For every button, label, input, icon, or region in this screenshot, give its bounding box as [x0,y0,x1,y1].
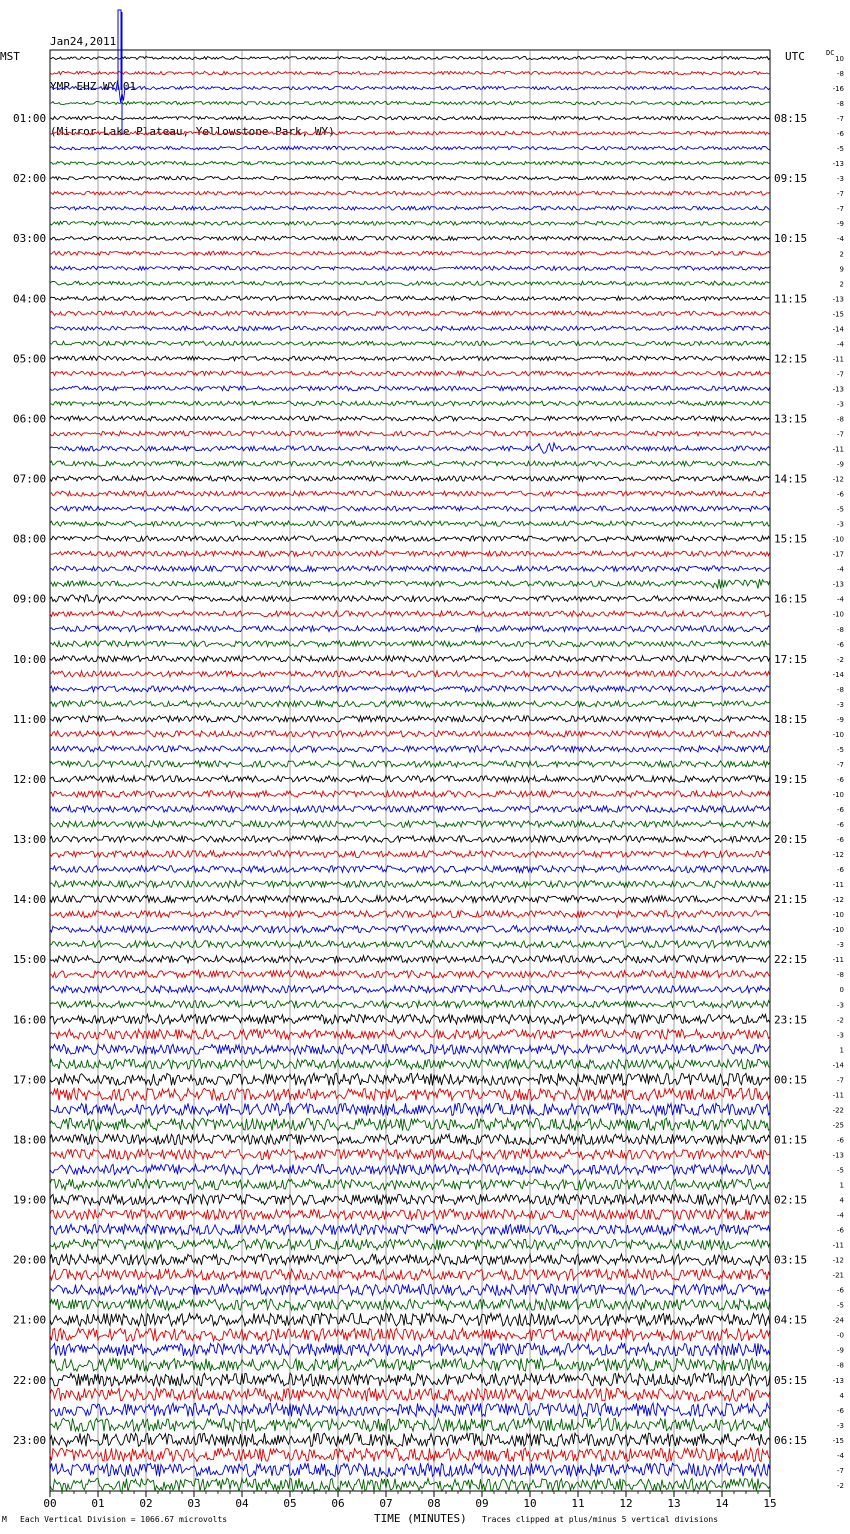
trace-line [50,443,770,453]
trace-line [50,266,770,270]
dc-column-label: DC [826,49,835,57]
trace-line [50,1433,770,1446]
trace-line [50,1418,770,1431]
mst-hour-label: 05:00 [13,352,47,366]
trace-line [50,71,770,74]
dc-offset-label: -8 [837,625,844,634]
dc-offset-label: -0 [837,1331,844,1340]
dc-offset-label: -13 [832,160,844,169]
dc-offset-label: -3 [837,1031,844,1040]
dc-offset-label: -6 [837,640,844,649]
trace-line [50,521,770,526]
mst-hour-label: 03:00 [13,232,47,246]
dc-offset-label: -6 [837,490,844,499]
x-tick-label: 15 [763,1497,777,1510]
trace-line [50,941,770,948]
dc-offset-label: -4 [837,565,844,574]
trace-line [50,566,770,571]
trace-line [50,1448,770,1461]
dc-offset-label: -6 [837,866,844,875]
dc-offset-label: -15 [832,1436,844,1445]
trace-line [50,161,770,165]
dc-offset-label: -24 [832,1316,844,1325]
dc-offset-label: -7 [837,1466,844,1475]
trace-line [50,1403,770,1416]
dc-offset-label: -5 [837,145,844,154]
dc-offset-label: -4 [837,1451,844,1460]
mst-hour-label: 19:00 [13,1193,47,1207]
trace-line [50,1088,770,1100]
trace-line [50,671,770,677]
utc-hour-label: 02:15 [774,1193,808,1207]
dc-offset-label: -3 [837,175,844,184]
trace-line [50,821,770,828]
trace-line [50,461,770,466]
dc-offset-label: -10 [832,610,844,619]
trace-line [50,1388,770,1401]
mst-hour-label: 22:00 [13,1373,47,1387]
trace-line [50,281,770,285]
dc-offset-label: -4 [837,235,844,244]
trace-line [50,1001,770,1008]
trace-line [50,731,770,737]
utc-hour-label: 17:15 [774,652,808,666]
dc-offset-label: -16 [832,85,844,94]
dc-offset-label: 0 [839,986,844,995]
mst-hour-label: 12:00 [13,772,47,786]
mst-hour-label: 08:00 [13,532,47,546]
trace-line [50,506,770,511]
dc-offset-label: -6 [837,1136,844,1145]
trace-line [50,1299,770,1310]
trace-line [50,536,770,541]
trace-line [50,1239,770,1250]
station-label: YMP EHZ WY 01 [50,80,137,93]
location-label: (Mirror Lake Plateau, Yellowstone Park, WY) [50,125,335,138]
dc-offset-label: 4 [839,1196,844,1205]
utc-hour-label: 15:15 [774,532,808,546]
utc-hour-label: 12:15 [774,352,808,366]
trace-line [50,806,770,813]
trace-line [50,611,770,617]
trace-line [50,1343,770,1356]
mst-hour-label: 06:00 [13,412,47,426]
dc-offset-label: -10 [832,790,844,799]
trace-line [50,326,770,330]
dc-offset-label: -10 [832,911,844,920]
trace-line [50,626,770,632]
trace-line [50,81,770,103]
trace-line [50,551,770,556]
dc-offset-label: -10 [832,535,844,544]
dc-offset-label: -3 [837,1421,844,1430]
trace-line [50,1044,770,1054]
trace-line [50,296,770,300]
dc-offset-label: -3 [837,700,844,709]
mst-hour-label: 17:00 [13,1073,47,1087]
utc-hour-label: 03:15 [774,1253,808,1267]
dc-offset-label: -13 [832,295,844,304]
mst-hour-label: 18:00 [13,1133,47,1147]
dc-offset-label: -15 [832,310,844,319]
trace-line [50,416,770,421]
mst-hour-label: 02:00 [13,172,47,186]
dc-offset-label: -3 [837,941,844,950]
x-tick-label: 05 [283,1497,297,1510]
trace-line [50,656,770,662]
utc-hour-label: 16:15 [774,592,808,606]
trace-line [50,971,770,978]
dc-offset-label: 2 [839,250,844,259]
trace-line [50,1149,770,1159]
trace-line [50,1103,770,1115]
date-label: Jan24,2011 [50,35,117,48]
trace-line [50,1358,770,1371]
dc-offset-label: -2 [837,1016,844,1025]
trace-line [50,221,770,225]
trace-line [50,926,770,933]
trace-line [50,881,770,888]
dc-offset-label: -6 [837,836,844,845]
trace-line [50,579,770,588]
trace-line [50,311,770,315]
utc-hour-label: 18:15 [774,712,808,726]
trace-line [50,131,770,135]
dc-offset-label: -4 [837,1211,844,1220]
trace-line [50,1313,770,1326]
trace-line [50,116,770,120]
mst-hour-label: 21:00 [13,1313,47,1327]
trace-line [50,1269,770,1280]
trace-line [50,1254,770,1265]
trace-line [50,371,770,376]
utc-hour-label: 23:15 [774,1013,808,1027]
x-tick-label: 04 [235,1497,249,1510]
trace-line [50,1209,770,1220]
mst-hour-label: 14:00 [13,893,47,907]
dc-offset-label: -7 [837,190,844,199]
dc-offset-label: -13 [832,1376,844,1385]
dc-offset-label: -13 [832,385,844,394]
dc-offset-label: -12 [832,475,844,484]
mst-hour-label: 23:00 [13,1433,47,1447]
utc-hour-label: 05:15 [774,1373,808,1387]
trace-line [50,1328,770,1341]
trace-line [50,1224,770,1235]
trace-line [50,251,770,255]
dc-offset-label: -14 [832,325,844,334]
x-tick-label: 00 [43,1497,57,1510]
trace-line [50,851,770,858]
mst-hour-label: 04:00 [13,292,47,306]
utc-hour-label: 14:15 [774,472,808,486]
trace-line [50,986,770,993]
trace-line [50,1463,770,1476]
dc-offset-label: -6 [837,1286,844,1295]
dc-offset-label: -13 [832,1151,844,1160]
dc-offset-label: -7 [837,205,844,214]
utc-hour-label: 04:15 [774,1313,808,1327]
dc-offset-label: -21 [832,1271,844,1280]
trace-line [50,1118,770,1130]
trace-line [50,866,770,873]
trace-line [50,1134,770,1144]
trace-line [50,146,770,150]
clip-note: Traces clipped at plus/minus 5 vertical divisions [482,1515,719,1524]
dc-offset-label: -7 [837,370,844,379]
utc-hour-label: 00:15 [774,1073,808,1087]
trace-line [50,686,770,692]
trace-line [50,1373,770,1386]
trace-line [50,836,770,843]
mst-hour-label: 01:00 [13,112,47,126]
dc-offset-label: -5 [837,1166,844,1175]
dc-offset-label: -7 [837,1076,844,1085]
utc-hour-label: 11:15 [774,292,808,306]
dc-offset-label: 4 [839,1391,844,1400]
mst-hour-label: 20:00 [13,1253,47,1267]
trace-line [50,491,770,496]
trace-line [50,791,770,798]
trace-line [50,716,770,722]
dc-offset-label: 9 [839,265,844,274]
dc-offset-label: -25 [832,1121,844,1130]
trace-line [50,386,770,391]
trace-line [50,911,770,918]
utc-hour-label: 06:15 [774,1433,808,1447]
x-axis-label: TIME (MINUTES) [374,1512,467,1525]
dc-offset-label: -6 [837,821,844,830]
dc-offset-label: -11 [832,956,844,965]
trace-line [50,641,770,647]
trace-line [50,401,770,406]
utc-hour-label: 22:15 [774,953,808,967]
dc-offset-label: -2 [837,655,844,664]
trace-line [50,1073,770,1085]
dc-offset-label: -8 [837,415,844,424]
trace-line [50,896,770,903]
dc-offset-label: -17 [832,550,844,559]
utc-hour-label: 01:15 [774,1133,808,1147]
trace-line [50,1059,770,1069]
trace-line [50,1014,770,1024]
dc-offset-label: -10 [832,926,844,935]
dc-offset-label: -10 [832,730,844,739]
dc-offset-label: -11 [832,445,844,454]
x-tick-label: 01 [91,1497,105,1510]
x-tick-label: 06 [331,1497,345,1510]
trace-line [50,356,770,361]
trace-line [50,595,770,603]
dc-offset-label: 1 [839,1181,844,1190]
mst-hour-label: 15:00 [13,953,47,967]
trace-line [50,761,770,767]
utc-hour-label: 09:15 [774,172,808,186]
x-tick-label: 07 [379,1497,393,1510]
mst-hour-label: 13:00 [13,833,47,847]
x-tick-label: 10 [523,1497,537,1510]
dc-offset-label: -8 [837,685,844,694]
dc-offset-label: -9 [837,1346,844,1355]
trace-line [50,191,770,195]
dc-offset-label: -11 [832,1241,844,1250]
utc-axis-label: UTC [785,50,805,63]
dc-offset-label: -9 [837,220,844,229]
dc-offset-label: -8 [837,1361,844,1370]
dc-offset-label: -6 [837,775,844,784]
trace-line [50,1029,770,1039]
x-tick-label: 11 [571,1497,585,1510]
dc-offset-label: 1 [839,1046,844,1055]
corner-mark: M [2,1515,7,1524]
utc-hour-label: 21:15 [774,893,808,907]
dc-offset-label: -2 [837,1481,844,1490]
dc-offset-label: -11 [832,355,844,364]
trace-line [50,1478,770,1491]
mst-hour-label: 07:00 [13,472,47,486]
dc-offset-label: 2 [839,280,844,289]
dc-offset-label: -22 [832,1106,844,1115]
x-tick-label: 09 [475,1497,489,1510]
dc-offset-label: -13 [832,580,844,589]
trace-line [50,236,770,240]
dc-offset-label: -12 [832,851,844,860]
dc-offset-label: -5 [837,745,844,754]
utc-hour-label: 20:15 [774,833,808,847]
dc-offset-label: -11 [832,1091,844,1100]
dc-offset-label: -3 [837,520,844,529]
dc-offset-label: -9 [837,460,844,469]
trace-line [50,101,770,104]
dc-offset-label: -6 [837,130,844,139]
x-tick-label: 03 [187,1497,201,1510]
scale-note: Each Vertical Division = 1066.67 microvolts [20,1515,228,1524]
dc-offset-label: -14 [832,670,844,679]
x-tick-label: 14 [715,1497,729,1510]
dc-offset-label: -6 [837,806,844,814]
x-tick-label: 08 [427,1497,441,1510]
trace-line [50,176,770,180]
dc-offset-label: -14 [832,1061,844,1070]
utc-hour-label: 10:15 [774,232,808,246]
dc-offset-label: -6 [837,1226,844,1235]
dc-offset-label: -8 [837,70,844,79]
trace-line [50,431,770,436]
mst-hour-label: 10:00 [13,652,47,666]
dc-offset-label: -4 [837,595,844,604]
trace-line [50,746,770,752]
trace-line [50,1179,770,1190]
dc-offset-label: -9 [837,715,844,724]
dc-offset-label: -8 [837,100,844,109]
dc-offset-label: -7 [837,760,844,769]
mst-hour-label: 11:00 [13,712,47,726]
mst-hour-label: 09:00 [13,592,47,606]
trace-line [50,341,770,345]
dc-offset-label: -5 [837,505,844,514]
trace-line [50,56,770,59]
dc-offset-label: -7 [837,115,844,124]
x-tick-label: 13 [667,1497,681,1510]
dc-offset-label: -8 [837,971,844,980]
trace-line [50,956,770,963]
x-tick-label: 12 [619,1497,633,1510]
dc-offset-label: -3 [837,400,844,409]
dc-offset-label: -11 [832,881,844,890]
trace-line [50,1284,770,1295]
dc-offset-label: -7 [837,430,844,439]
trace-line [50,1194,770,1205]
dc-offset-label: -12 [832,896,844,905]
trace-line [50,701,770,707]
utc-hour-label: 08:15 [774,112,808,126]
utc-hour-label: 13:15 [774,412,808,426]
trace-line [50,206,770,210]
trace-line [50,776,770,782]
dc-offset-label: -5 [837,1301,844,1310]
trace-line [50,1164,770,1174]
trace-line [50,476,770,481]
dc-offset-label: -3 [837,1001,844,1010]
utc-hour-label: 19:15 [774,772,808,786]
mst-hour-label: 16:00 [13,1013,47,1027]
dc-offset-label: 10 [835,55,844,63]
mst-axis-label: MST [0,50,20,63]
x-tick-label: 02 [139,1497,153,1510]
dc-offset-label: -4 [837,340,844,349]
dc-offset-label: -12 [832,1256,844,1265]
dc-offset-label: -6 [837,1406,844,1415]
